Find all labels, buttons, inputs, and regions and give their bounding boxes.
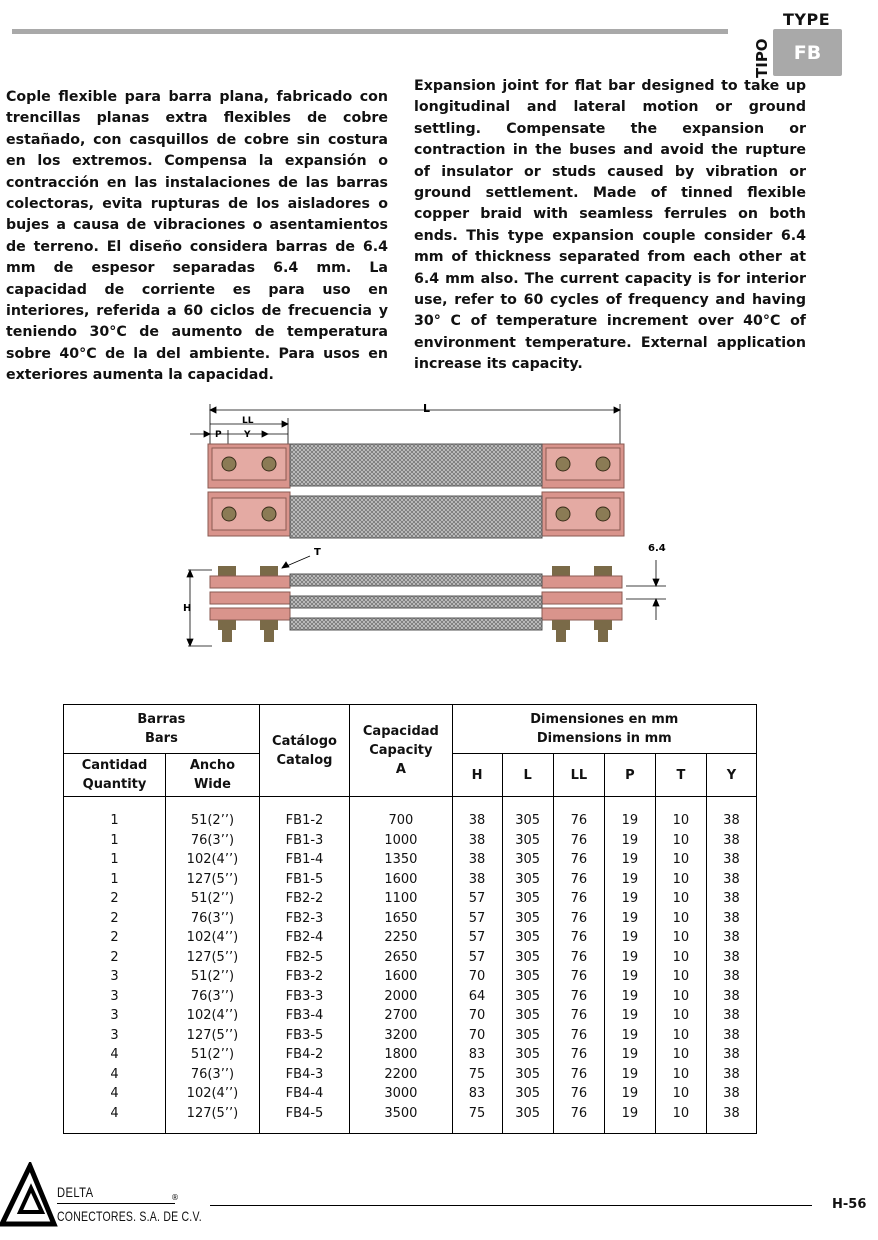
header-capacity: Capacidad Capacity A	[350, 705, 452, 797]
dim-y-label: Y	[244, 430, 251, 440]
table-row	[64, 870, 757, 890]
table-cell: 38	[706, 870, 756, 890]
table-cell: 76	[553, 870, 604, 890]
table-cell: 305	[502, 967, 553, 987]
table-cell: 19	[604, 909, 655, 929]
table-cell: 10	[655, 948, 706, 968]
table-cell: 10	[655, 1084, 706, 1104]
table-cell: 38	[706, 797, 756, 831]
table-cell: 3	[64, 1026, 166, 1046]
table-cell: 38	[706, 948, 756, 968]
table-cell: 19	[604, 850, 655, 870]
table-cell: 4	[64, 1045, 166, 1065]
table-row	[64, 889, 757, 909]
header-wide: Ancho Wide	[166, 754, 260, 797]
table-cell: 38	[706, 1084, 756, 1104]
table-cell: 127(5’’)	[166, 948, 260, 968]
table-cell: 51(2’’)	[166, 889, 260, 909]
table-cell: 51(2’’)	[166, 1045, 260, 1065]
table-row	[64, 1045, 757, 1065]
table-cell: FB3-3	[259, 987, 349, 1007]
table-cell: 38	[452, 870, 502, 890]
type-label: TYPE	[783, 10, 831, 29]
table-cell: 19	[604, 1006, 655, 1026]
table-cell: 3	[64, 967, 166, 987]
table-cell: 76	[553, 1006, 604, 1026]
table-row	[64, 1006, 757, 1026]
table-cell: 76(3’’)	[166, 987, 260, 1007]
table-cell: 305	[502, 948, 553, 968]
description-english: Expansion joint for flat bar designed to take up longitudinal and lateral motion or ground settling. Compensate the expansion or contraction in the buses and avoid the rupture of insulator or studs caused by vibration or ground settlement. Made of tinned flexible copper braid with seamless ferrules on both ends. This type expansion couple consider 6.4 mm of thickness separated from each other at 6.4 mm also. The current capacity is for interior use, refer to 60 cycles of frequency and having 30° C of temperature increment over 40°C of environment temperature. External application increase its capacity.	[414, 78, 806, 373]
table-cell: 19	[604, 1026, 655, 1046]
table-cell: 19	[604, 987, 655, 1007]
table-row	[64, 831, 757, 851]
specifications-table	[63, 704, 757, 1134]
table-cell: 305	[502, 1026, 553, 1046]
table-cell: 10	[655, 1104, 706, 1134]
table-cell: 70	[452, 1006, 502, 1026]
table-cell: 38	[706, 1065, 756, 1085]
table-cell: FB1-4	[259, 850, 349, 870]
brand-name: DELTA	[57, 1184, 94, 1200]
table-cell: 305	[502, 1006, 553, 1026]
table-cell: 3	[64, 987, 166, 1007]
table-cell: 2000	[350, 987, 452, 1007]
table-cell: 2	[64, 928, 166, 948]
table-cell: 305	[502, 987, 553, 1007]
table-cell: 38	[706, 1026, 756, 1046]
table-cell: 10	[655, 831, 706, 851]
table-row	[64, 1065, 757, 1085]
table-cell: 3200	[350, 1026, 452, 1046]
table-cell: 38	[706, 1006, 756, 1026]
table-cell: 305	[502, 831, 553, 851]
dim-h-label: H	[183, 603, 192, 614]
table-cell: 38	[706, 850, 756, 870]
table-row	[64, 1026, 757, 1046]
table-cell: 3000	[350, 1084, 452, 1104]
table-cell: 76	[553, 909, 604, 929]
table-row	[64, 928, 757, 948]
page-number: H-56	[832, 1197, 867, 1212]
table-cell: 38	[706, 889, 756, 909]
table-cell: 38	[706, 1045, 756, 1065]
table-cell: FB4-5	[259, 1104, 349, 1134]
table-cell: 2700	[350, 1006, 452, 1026]
table-cell: 64	[452, 987, 502, 1007]
table-cell: 19	[604, 928, 655, 948]
dimension-p-y	[190, 430, 288, 444]
table-cell: 83	[452, 1045, 502, 1065]
side-view	[210, 566, 622, 642]
table-cell: 76	[553, 889, 604, 909]
table-cell: 1	[64, 850, 166, 870]
table-cell: 38	[706, 928, 756, 948]
table-cell: 305	[502, 1104, 553, 1134]
table-cell: 10	[655, 1065, 706, 1085]
table-cell: 75	[452, 1065, 502, 1085]
table-cell: 102(4’’)	[166, 928, 260, 948]
table-cell: FB4-3	[259, 1065, 349, 1085]
table-cell: 57	[452, 948, 502, 968]
table-cell: FB3-2	[259, 967, 349, 987]
table-cell: 10	[655, 1045, 706, 1065]
header-h: H	[452, 754, 502, 797]
table-cell: 38	[706, 909, 756, 929]
table-cell: 2650	[350, 948, 452, 968]
dim-p-label: P	[215, 430, 222, 440]
table-cell: 76	[553, 967, 604, 987]
brand-company: CONECTORES. S.A. DE C.V.	[57, 1208, 202, 1224]
header-ll: LL	[553, 754, 604, 797]
table-row	[64, 1084, 757, 1104]
table-cell: 76	[553, 1065, 604, 1085]
table-cell: 305	[502, 1065, 553, 1085]
header-quantity: Cantidad Quantity	[64, 754, 166, 797]
table-row	[64, 1104, 757, 1134]
table-cell: 76	[553, 1104, 604, 1134]
table-row	[64, 850, 757, 870]
table-cell: 19	[604, 1104, 655, 1134]
table-cell: FB2-2	[259, 889, 349, 909]
table-cell: 4	[64, 1065, 166, 1085]
table-cell: 19	[604, 948, 655, 968]
table-cell: FB1-2	[259, 797, 349, 831]
table-cell: 10	[655, 909, 706, 929]
table-cell: 3500	[350, 1104, 452, 1134]
header-dimensions: Dimensiones en mm Dimensions in mm	[452, 705, 756, 754]
table-cell: 19	[604, 1065, 655, 1085]
table-cell: 1600	[350, 967, 452, 987]
registered-mark: ®	[171, 1193, 179, 1202]
table-cell: 2	[64, 909, 166, 929]
expansion-joint-drawing	[180, 396, 680, 656]
table-cell: 127(5’’)	[166, 870, 260, 890]
dim-t-label: T	[314, 547, 321, 558]
table-cell: 70	[452, 967, 502, 987]
dim-l-label: L	[423, 402, 431, 415]
table-cell: 305	[502, 797, 553, 831]
table-cell: 19	[604, 1084, 655, 1104]
table-row	[64, 909, 757, 929]
table-cell: 305	[502, 928, 553, 948]
table-cell: 76	[553, 831, 604, 851]
table-row	[64, 967, 757, 987]
table-cell: 1650	[350, 909, 452, 929]
table-cell: 1800	[350, 1045, 452, 1065]
table-cell: 38	[706, 987, 756, 1007]
table-cell: 2	[64, 889, 166, 909]
table-cell: 305	[502, 889, 553, 909]
table-cell: FB3-4	[259, 1006, 349, 1026]
table-cell: 38	[706, 831, 756, 851]
table-row	[64, 797, 757, 831]
table-cell: FB3-5	[259, 1026, 349, 1046]
table-cell: 2200	[350, 1065, 452, 1085]
table-cell: 305	[502, 870, 553, 890]
table-cell: 19	[604, 831, 655, 851]
table-row	[64, 948, 757, 968]
table-cell: 76	[553, 987, 604, 1007]
table-cell: FB2-3	[259, 909, 349, 929]
table-cell: 2	[64, 948, 166, 968]
dim-thickness-label: 6.4	[648, 543, 666, 554]
table-cell: 305	[502, 909, 553, 929]
table-cell: 38	[452, 797, 502, 831]
table-cell: 10	[655, 870, 706, 890]
table-cell: 38	[706, 967, 756, 987]
type-code-badge: FB	[773, 29, 842, 76]
brand-rule	[57, 1203, 175, 1204]
table-cell: 76	[553, 797, 604, 831]
table-cell: 1000	[350, 831, 452, 851]
table-cell: 102(4’’)	[166, 850, 260, 870]
table-cell: 1350	[350, 850, 452, 870]
header-catalog: Catálogo Catalog	[259, 705, 349, 797]
table-cell: 19	[604, 967, 655, 987]
header-t: T	[655, 754, 706, 797]
delta-logo-icon	[0, 1162, 60, 1228]
table-cell: FB4-2	[259, 1045, 349, 1065]
table-cell: 83	[452, 1084, 502, 1104]
description-spanish: Cople flexible para barra plana, fabricado con trencillas planas extra flexibles de cobre estañado, con casquillos de cobre sin costura en los extremos. Compensa la expansión o contracción en las instalaciones de las barras colectoras, evita rupturas de los aisladores o bujes a causa de vibraciones o asentamientos de terreno. El diseño considera barras de 6.4 mm de espesor separadas 6.4 mm. La capacidad de corriente es para uso en interiores, referida a 60 ciclos de frecuencia y teniendo 30°C de aumento de temperatura sobre 40°C de la del ambiente. Para usos en exteriores aumenta la capacidad.	[6, 89, 388, 384]
table-cell: 305	[502, 850, 553, 870]
table-cell: 10	[655, 1026, 706, 1046]
table-cell: FB2-4	[259, 928, 349, 948]
table-cell: 76	[553, 850, 604, 870]
table-cell: 1	[64, 870, 166, 890]
table-cell: 127(5’’)	[166, 1104, 260, 1134]
table-cell: 305	[502, 1045, 553, 1065]
table-cell: 57	[452, 889, 502, 909]
table-cell: 3	[64, 1006, 166, 1026]
table-cell: 10	[655, 987, 706, 1007]
table-cell: FB1-3	[259, 831, 349, 851]
table-cell: 19	[604, 889, 655, 909]
table-cell: FB4-4	[259, 1084, 349, 1104]
table-cell: 38	[452, 831, 502, 851]
table-cell: 70	[452, 1026, 502, 1046]
table-cell: 102(4’’)	[166, 1084, 260, 1104]
table-cell: 76(3’’)	[166, 831, 260, 851]
table-cell: FB1-5	[259, 870, 349, 890]
table-cell: 1	[64, 797, 166, 831]
table-cell: 76	[553, 1045, 604, 1065]
table-cell: 38	[706, 1104, 756, 1134]
table-cell: 4	[64, 1084, 166, 1104]
table-cell: 10	[655, 1006, 706, 1026]
table-cell: 102(4’’)	[166, 1006, 260, 1026]
table-cell: 51(2’’)	[166, 967, 260, 987]
dim-ll-label: LL	[242, 416, 254, 426]
header-bars: Barras Bars	[64, 705, 260, 754]
dimension-thickness	[626, 560, 666, 620]
table-cell: 10	[655, 850, 706, 870]
table-cell: 10	[655, 967, 706, 987]
table-cell: 51(2’’)	[166, 797, 260, 831]
header-y: Y	[706, 754, 756, 797]
table-cell: 10	[655, 889, 706, 909]
tipo-label: TIPO	[753, 38, 771, 78]
table-body	[64, 797, 757, 1134]
table-cell: 700	[350, 797, 452, 831]
header-l: L	[502, 754, 553, 797]
header-rule	[12, 29, 728, 34]
table-cell: 76	[553, 928, 604, 948]
table-cell: 10	[655, 928, 706, 948]
table-cell: 75	[452, 1104, 502, 1134]
table-cell: 76	[553, 1084, 604, 1104]
table-cell: 4	[64, 1104, 166, 1134]
table-row	[64, 987, 757, 1007]
table-cell: 19	[604, 1045, 655, 1065]
table-cell: 19	[604, 797, 655, 831]
table-cell: 76	[553, 948, 604, 968]
table-cell: 127(5’’)	[166, 1026, 260, 1046]
table-cell: 76(3’’)	[166, 909, 260, 929]
dimension-t	[282, 556, 310, 568]
header-p: P	[604, 754, 655, 797]
table-cell: FB2-5	[259, 948, 349, 968]
table-cell: 76	[553, 1026, 604, 1046]
table-cell: 38	[452, 850, 502, 870]
table-cell: 305	[502, 1084, 553, 1104]
footer-rule	[210, 1205, 812, 1206]
table-cell: 2250	[350, 928, 452, 948]
table-cell: 1600	[350, 870, 452, 890]
table-cell: 10	[655, 797, 706, 831]
table-cell: 1	[64, 831, 166, 851]
table-cell: 76(3’’)	[166, 1065, 260, 1085]
table-cell: 1100	[350, 889, 452, 909]
table-cell: 19	[604, 870, 655, 890]
table-cell: 57	[452, 928, 502, 948]
table-cell: 57	[452, 909, 502, 929]
